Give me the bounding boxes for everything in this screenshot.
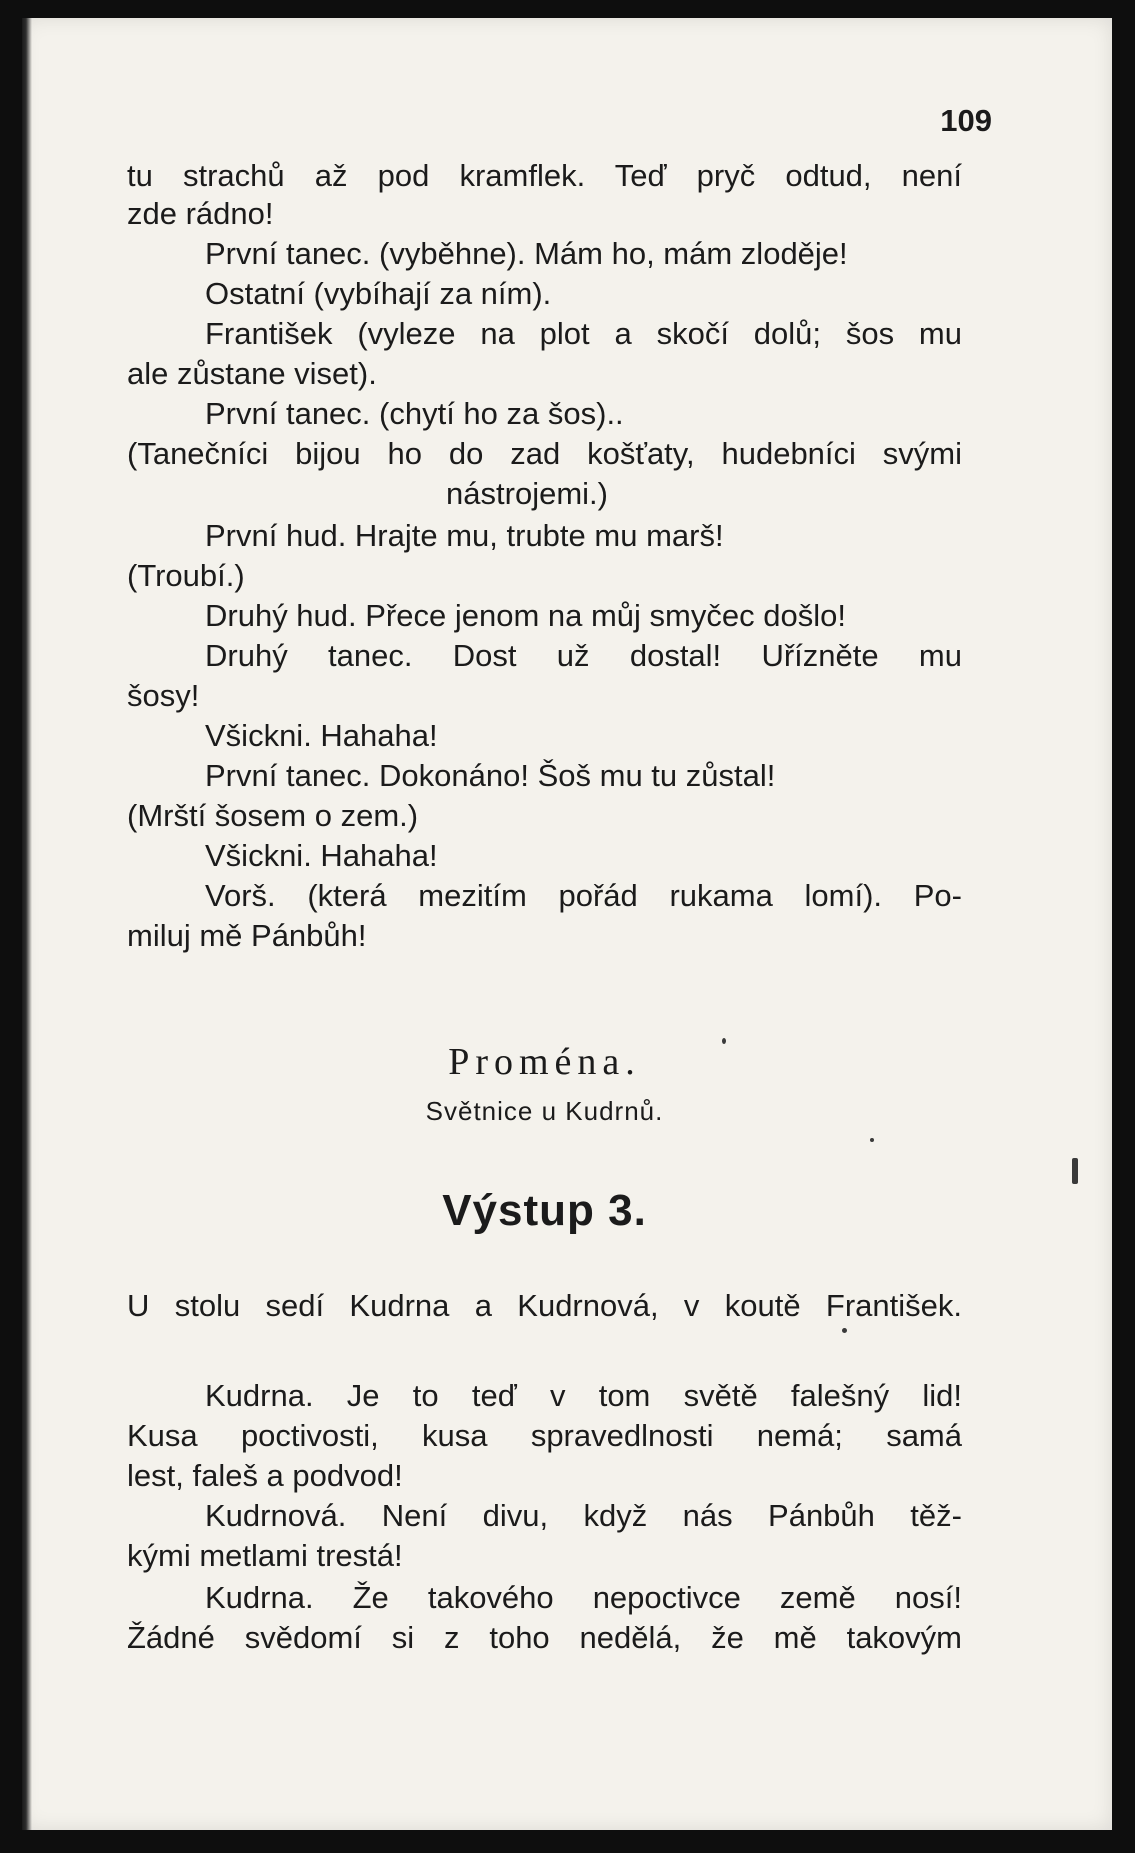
text-line: První hud. Hrajte mu, trubte mu marš!: [205, 518, 724, 553]
speck: [722, 1038, 726, 1044]
text-line: Kudrna. Že takového nepoctivce země nosí!: [205, 1580, 962, 1615]
text-line: tu strachů až pod kramflek. Teď pryč odtud, není: [127, 158, 962, 193]
text-line: lest, faleš a podvod!: [127, 1458, 403, 1493]
text-line: zde rádno!: [127, 196, 274, 231]
text-line: Všickni. Hahaha!: [205, 838, 438, 873]
scene-location: Světnice u Kudrnů.: [425, 1096, 664, 1126]
text-line: Kusa poctivosti, kusa spravedlnosti nemá; samá: [127, 1418, 962, 1453]
text-line: miluj mě Pánbůh!: [127, 918, 367, 953]
text-line: První tanec. (vyběhne). Mám ho, mám zloděje!: [205, 236, 848, 271]
text-line: U stolu sedí Kudrna a Kudrnová, v koutě František.: [127, 1288, 962, 1323]
book-page: [22, 18, 1112, 1830]
text-line: Všickni. Hahaha!: [205, 718, 438, 753]
speck: [842, 1328, 847, 1333]
text-line: šosy!: [127, 678, 200, 713]
text-line: Žádné svědomí si z toho nedělá, že mě takovým: [127, 1620, 962, 1655]
text-line: (Mrští šosem o zem.): [127, 798, 419, 833]
text-line: kými metlami trestá!: [127, 1538, 403, 1573]
page-number: 109: [940, 103, 992, 138]
text-line: Kudrna. Je to teď v tom světě falešný lid!: [205, 1378, 962, 1413]
text-line: Ostatní (vybíhají za ním).: [205, 276, 552, 311]
scene-change-heading: Proména.: [448, 1041, 641, 1083]
text-line: Vorš. (která mezitím pořád rukama lomí). Po-: [205, 878, 962, 913]
scene-number-heading: Výstup 3.: [442, 1186, 647, 1235]
text-line: Kudrnová. Není divu, když nás Pánbůh těž-: [205, 1498, 962, 1533]
page-edge-shadow: [22, 18, 32, 1830]
text-line: Druhý hud. Přece jenom na můj smyčec došlo!: [205, 598, 846, 633]
text-line: (Troubí.): [127, 558, 245, 593]
speck: [1072, 1158, 1078, 1184]
text-line: První tanec. (chytí ho za šos)..: [205, 396, 624, 431]
text-line: ale zůstane viset).: [127, 356, 377, 391]
text-line: nástrojemi.): [446, 476, 608, 511]
text-line: Druhý tanec. Dost už dostal! Uřízněte mu: [205, 638, 962, 673]
speck: [870, 1138, 874, 1142]
text-line: (Tanečníci bijou ho do zad košťaty, hudebníci svými: [127, 436, 962, 471]
text-line: První tanec. Dokonáno! Šoš mu tu zůstal!: [205, 758, 776, 793]
text-line: František (vyleze na plot a skočí dolů; šos mu: [205, 316, 962, 351]
